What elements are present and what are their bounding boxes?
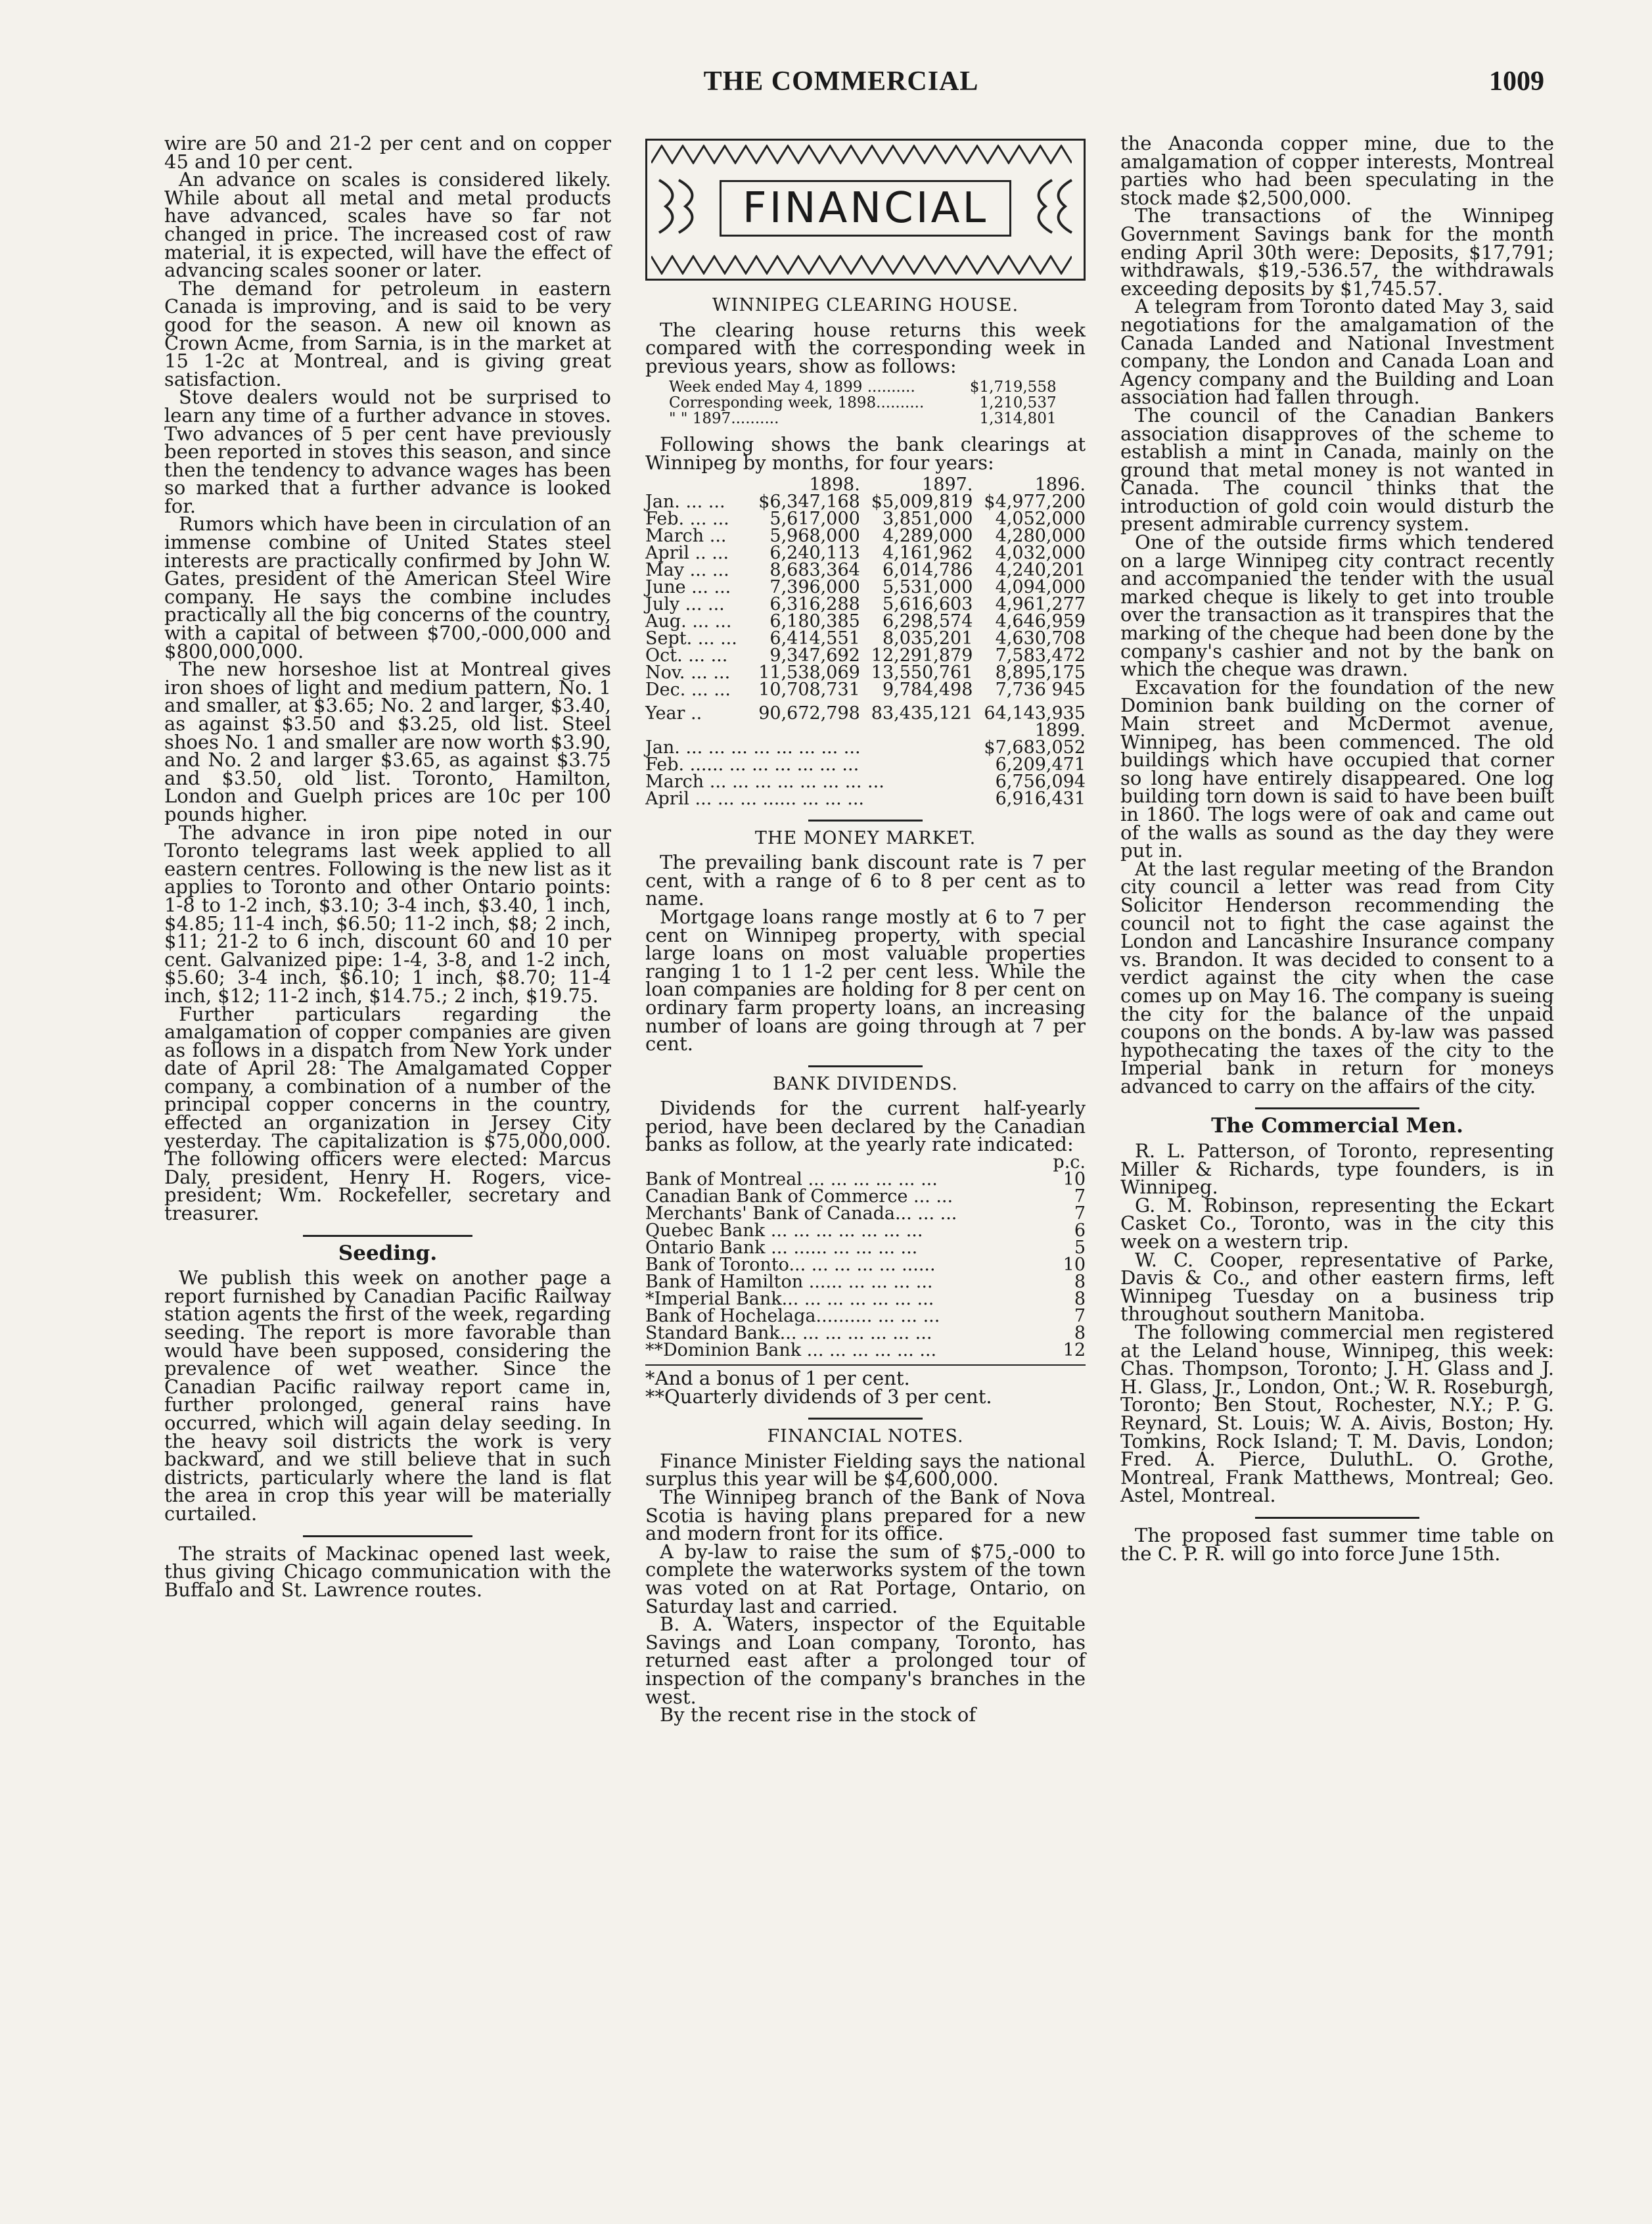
table-cell: $6,347,168	[758, 491, 860, 512]
table-cell: 8	[1074, 1289, 1086, 1310]
table-cell: 6,916,431	[995, 788, 1086, 809]
table-header-row	[645, 476, 1086, 494]
clearings-1899-table	[645, 722, 1086, 808]
table-cell: 4,646,959	[995, 611, 1086, 632]
dividends-table	[645, 1154, 1086, 1359]
table-cell: Bank of Montreal ... ... ... ... ... ...	[645, 1169, 938, 1190]
table-row	[645, 756, 1086, 774]
paragraph: The new horseshoe list at Montreal gives iron shoes of light and medium pattern, No. 1 and smaller, at $3.65; No. 2 and larger, $3.40, as against $3.50 and $3.25, old list. Steel shoes No. 1 and smaller are now worth $3.90, and No. 2 and larger $3.65, as against $3.75 and $3.50, old list. Toronto, Hamilton, London and Guelph prices are 10c per 100 pounds higher.	[164, 658, 611, 825]
table-cell: $5,009,819	[871, 491, 973, 512]
table-cell: 4,161,962	[882, 542, 973, 563]
money-market-heading: THE MONEY MARKET.	[754, 827, 976, 848]
section-divider	[808, 1418, 923, 1420]
seeding-heading: Seeding.	[338, 1241, 438, 1265]
table-cell: Bank of Toronto... ... ... ... ... ......	[645, 1255, 936, 1276]
table-cell: Bank of Hamilton ...... ... ... ... ...	[645, 1272, 933, 1293]
table-total-row	[645, 699, 1086, 722]
table-cell: 6,298,574	[882, 611, 973, 632]
paragraph: We publish this week on another page a report furnished by Canadian Pacific Railway station agents the first of the week, regarding seeding. The report is more favorable than would have been supposed, considering the prevalence of wet weather. Since the Canadian Pacific railway report came in, further prolonged, general rains have occurred, which will again delay seeding. In the heavy soil districts the work is very backward, and we still believe that in such districts, particularly where the land is flat the area in crop this year will be materially curtailed.	[164, 1266, 611, 1525]
table-cell: 7,736 945	[995, 679, 1086, 700]
table-header	[645, 476, 747, 494]
table-header: 1897.	[922, 474, 973, 495]
ornament-left	[653, 174, 712, 239]
page-header	[138, 66, 1544, 112]
paragraph: Dividends for the current half-yearly period, have been declared by the Canadian banks as follow, at the yearly rate indicated:	[645, 1097, 1086, 1156]
paragraph: Mortgage loans range mostly at 6 to 7 per cent on Winnipeg property, with special large loans on most valuable properties ranging 1 to 1 1-2 per cent less. While the loan companies are holding for 8 per cent on ordinary farm property loans, an increasing number of loans are going through at 7 per cent.	[645, 905, 1086, 1055]
column-1	[164, 132, 611, 1601]
paragraph: An advance on scales is considered likely. While about all metal and metal products have advanced, scales have so far not changed in price. The increased cost of raw material, it is expected, will have the effect of advancing scales sooner or later.	[164, 168, 611, 282]
table-cell: Jan. ... ... ... ... ... ... ... ...	[645, 737, 861, 758]
table-cell: May ... ...	[645, 559, 729, 580]
table-cell: 4,961,277	[995, 593, 1086, 614]
paragraph: G. M. Robinson, representing the Eckart Casket Co., Toronto, was in the city this week on a western trip.	[1120, 1193, 1554, 1253]
table-row	[645, 647, 1086, 664]
section-divider	[1255, 1517, 1420, 1519]
page-number: 1009	[1489, 66, 1544, 97]
table-cell: Corresponding week, 1898..........	[669, 394, 925, 412]
table-cell: 10,708,731	[758, 679, 860, 700]
table-cell: 8,683,364	[769, 559, 860, 580]
ornament-border-top	[651, 145, 1072, 164]
table-cell: $1,719,558	[969, 379, 1057, 396]
table-row	[645, 1342, 1086, 1359]
ornament-right	[1019, 174, 1078, 239]
paragraph: The advance in iron pipe noted in our Toronto telegrams last week applied to all eastern centres. Following is the new list as it applies to Toronto and other Ontario points: 1-8 to 1-2 inch, $3.10; 3-4 inch, $3.40, 1 inch, $4.85; 11-4 inch, $6.50; 11-2 inch, $8; 2 inch, $11; 21-2 to 6 inch, discount 60 and 10 per cent. Galvanized pipe: 1-4, 3-8, and 1-2 inch, $5.60; 3-4 inch, $6.10; 1 inch, $8.70; 11-4 inch, $12; 11-2 inch, $14.75.; 2 inch, $19.75.	[164, 821, 611, 1007]
table-cell: 11,538,069	[758, 662, 860, 683]
table-header: 1899.	[1034, 720, 1086, 741]
table-cell: 7,396,000	[769, 576, 860, 597]
table-cell: 4,280,000	[995, 525, 1086, 546]
table-cell: 4,094,000	[995, 576, 1086, 597]
paragraph: A telegram from Toronto dated May 3, said negotiations for the amalgamation of the Canada Landed and National Investment company, the London and Canada Loan and Agency company and the Building and Loan association had fallen through.	[1120, 295, 1554, 409]
table-cell: 7	[1074, 1203, 1086, 1224]
table-cell: 5,531,000	[882, 576, 973, 597]
table-cell: Standard Bank... ... ... ... ... ... ...	[645, 1323, 932, 1344]
table-row	[645, 528, 1086, 545]
paragraph: One of the outside firms which tendered on a large Winnipeg city contract recently and accompanied the tender with the usual marked cheque is likely to get into trouble over the transaction as it transpires that the marking of the cheque had been done by the company's cashier and not by the bank on which the cheque was drawn.	[1120, 531, 1554, 681]
table-cell: 83,435,121	[871, 703, 973, 724]
section-divider	[808, 820, 923, 822]
table-cell: 8	[1074, 1272, 1086, 1293]
paragraph: The following commercial men registered at the Leland house, Winnipeg, this week: Chas. Thompson, Toronto; J. H. Glass and J. H. Glass, Jr., London, Ont.; W. R. Roseburgh, Toronto; Ben Stout, Rochester, N.Y.; P. G. Reynard, St. Louis; W. A. Aivis, Boston; Hy. Tomkins, Rock Island; T. M. Davis, London; Fred. A. Pierce, DuluthL. O. Grothe, Montreal, Frank Matthews, Montreal; Geo. Astel, Montreal.	[1120, 1321, 1554, 1507]
column-2	[645, 135, 1086, 1725]
table-cell: $7,683,052	[984, 737, 1086, 758]
table-cell: 10	[1063, 1169, 1086, 1190]
table-cell: 7	[1074, 1186, 1086, 1207]
paragraph: At the last regular meeting of the Brandon city council a letter was read from City Solicitor Henderson recommending the council not to fight the case against the London and Lancashire Insurance company vs. Brandon. It was decided to consent to a verdict against the city when the case comes up on May 16. The company is sueing the city for the balance of the unpaid coupons on the bonds. A by-law was passed hypothecating the taxes of the city to the Imperial bank in return for moneys advanced to carry on the affairs of the city.	[1120, 857, 1554, 1098]
table-cell: June ... ...	[645, 576, 731, 597]
table-cell: 12	[1063, 1340, 1086, 1361]
table-row	[645, 630, 1086, 647]
table-cell: 6	[1074, 1220, 1086, 1241]
section-divider	[808, 1065, 923, 1067]
table-cell: 7,583,472	[995, 645, 1086, 666]
table-cell: March ...	[645, 525, 727, 546]
monthly-clearings-table	[645, 476, 1086, 722]
table-cell: Quebec Bank ... ... ... ... ... ... ...	[645, 1220, 923, 1241]
section-divider	[1255, 1107, 1420, 1109]
table-header-row	[645, 722, 1086, 739]
table-cell: Year ..	[645, 703, 702, 724]
table-cell: 5,616,603	[882, 593, 973, 614]
table-cell: 8,035,201	[882, 628, 973, 649]
ornament-border-bottom	[651, 255, 1072, 275]
weekly-clearing-table	[669, 379, 1057, 427]
newspaper-title: THE COMMERCIAL	[703, 66, 979, 97]
bank-dividends-heading: BANK DIVIDENDS.	[773, 1073, 958, 1094]
table-header: p.c.	[1053, 1152, 1086, 1173]
table-cell: 6,414,551	[769, 628, 860, 649]
table-cell: Feb. ... ...	[645, 508, 729, 529]
table-cell: 6,756,094	[995, 771, 1086, 792]
table-cell: Jan. ... ...	[645, 491, 725, 512]
table-cell: 6,240,113	[769, 542, 860, 563]
section-divider	[645, 1364, 1086, 1366]
dividend-rows	[645, 1171, 1086, 1359]
table-cell: Aug. ... ...	[645, 611, 732, 632]
table-cell: **Dominion Bank ... ... ... ... ... ...	[645, 1340, 937, 1361]
table-cell: Dec. ... ...	[645, 679, 731, 700]
table-cell: March ... ... ... ... ... ... ... ...	[645, 771, 884, 792]
table-cell: Nov. ... ...	[645, 662, 731, 683]
paragraph: Rumors which have been in circulation of an immense combine of United States steel interests are practically confirmed by John W. Gates, president of the American Steel Wire company. He says the combine includes practically all the big concerns of the country, with a capital of between $700,-000,000 and $800,000,000.	[164, 513, 611, 662]
table-cell: 1,210,537	[979, 394, 1057, 412]
footnote: **Quarterly dividends of 3 per cent.	[645, 1385, 992, 1408]
table-cell: $4,977,200	[984, 491, 1086, 512]
table-row	[645, 545, 1086, 562]
table-cell: 4,289,000	[882, 525, 973, 546]
paragraph: Excavation for the foundation of the new Dominion bank building on the corner of Main street and McDermot avenue, Winnipeg, has been commenced. The old buildings which have occupied that corner so long have entirely disappeared. One log building torn down is said to have been built in 1860. The logs were of oak and came out of the walls as sound as the day they were put in.	[1120, 676, 1554, 862]
table-cell: 8	[1074, 1323, 1086, 1344]
table-cell: Oct. ... ...	[645, 645, 728, 666]
table-header: 1896.	[1034, 474, 1086, 495]
table-cell: 9,347,692	[769, 645, 860, 666]
paragraph: The council of the Canadian Bankers association disapproves of the scheme to establish a mint in Canada, mainly on the ground that metal money is not wanted in Canada. The council thinks that the introduction of gold coin would disturb the present admirable currency system.	[1120, 404, 1554, 536]
table-row	[645, 682, 1086, 699]
table-cell: 7	[1074, 1306, 1086, 1327]
table-cell: 90,672,798	[758, 703, 860, 724]
paragraph: Stove dealers would not be surprised to learn any time of a further advance in stoves. Two advances of 5 per cent have previously been reported in stoves this season, and since then the tendency to advance wages has been so marked that a further advance is looked for.	[164, 386, 611, 517]
financial-notes-heading: FINANCIAL NOTES.	[767, 1426, 964, 1447]
paragraph: The transactions of the Winnipeg Government Savings bank for the month ending April 30th were: Deposits, $17,791; withdrawals, $19,-536.57, the withdrawals exceeding deposits by $1,745.57.	[1120, 204, 1554, 300]
table-row	[645, 596, 1086, 613]
table-cell: 12,291,879	[871, 645, 973, 666]
table-cell: July ... ...	[645, 593, 725, 614]
table-row	[645, 791, 1086, 808]
table-cell: 4,052,000	[995, 508, 1086, 529]
commercial-men-heading: The Commercial Men.	[1211, 1114, 1463, 1138]
paragraph: The proposed fast summer time table on the C. P. R. will go into force June 15th.	[1120, 1523, 1554, 1565]
table-cell: 8,895,175	[995, 662, 1086, 683]
table-row	[645, 562, 1086, 579]
table-cell: *Imperial Bank... ... ... ... ... ... ...	[645, 1289, 934, 1310]
table-row	[645, 511, 1086, 528]
paragraph: W. C. Cooper, representative of Parke, Davis & Co., and other eastern firms, left Winnipeg Tuesday on a business trip throughout southern Manitoba.	[1120, 1248, 1554, 1326]
paragraph: B. A. Waters, inspector of the Equitable Savings and Loan company, Toronto, has returned east after a prolonged tour of inspection of the company's branches in the west.	[645, 1613, 1086, 1708]
table-row	[645, 494, 1086, 511]
table-cell: April ... ... ... ...... ... ... ...	[645, 788, 865, 809]
table-row	[645, 613, 1086, 630]
clearing-house-heading: WINNIPEG CLEARING HOUSE.	[712, 295, 1019, 315]
paragraph: Following shows the bank clearings at Winnipeg by months, for four years:	[645, 433, 1086, 474]
table-cell: 64,143,935	[984, 703, 1086, 724]
paragraph: The straits of Mackinac opened last week, thus giving Chicago communication with the Buffalo and St. Lawrence routes.	[164, 1542, 611, 1601]
table-cell: 4,240,201	[995, 559, 1086, 580]
table-cell: April .. ...	[645, 542, 729, 563]
table-cell: 3,851,000	[882, 508, 973, 529]
paragraph: R. L. Patterson, of Toronto, representing Miller & Richards, type founders, is in Winnipeg.	[1120, 1140, 1554, 1199]
table-cell: 6,209,471	[995, 754, 1086, 775]
paragraph: The clearing house returns this week compared with the corresponding week in previous years, show as follows:	[645, 318, 1086, 377]
table-cell: Bank of Hochelaga.......... ... ... ...	[645, 1306, 940, 1327]
table-row	[669, 411, 1057, 427]
paragraph: wire are 50 and 21-2 per cent and on copper 45 and 10 per cent.	[164, 132, 611, 173]
paragraph: The Winnipeg branch of the Bank of Nova Scotia is having plans prepared for a new and modern front for its office.	[645, 1486, 1086, 1545]
table-cell: 13,550,761	[871, 662, 973, 683]
table-cell: 4,630,708	[995, 628, 1086, 649]
table-row	[645, 739, 1086, 756]
paragraph: Further particulars regarding the amalgamation of copper companies are given as follows in a dispatch from New York under date of April 28: The Amalgamated Copper company, a combination of a number of the principal copper concerns in the country, effected an organization in Jersey City yesterday. The capitalization is $75,000,000. The following officers were elected: Marcus Daly, president, Henry H. Rogers, vice-president; Wm. Rockefeller, secretary and treasurer.	[164, 1002, 611, 1225]
footnote: *And a bonus of 1 per cent.	[645, 1367, 910, 1390]
table-cell: Canadian Bank of Commerce ... ...	[645, 1186, 953, 1207]
financial-banner	[645, 139, 1086, 281]
table-cell: 5	[1074, 1238, 1086, 1259]
table-cell: Feb. ...... ... ... ... ... ... ...	[645, 754, 860, 775]
section-divider	[303, 1535, 472, 1537]
table-cell: Merchants' Bank of Canada... ... ...	[645, 1203, 957, 1224]
table-cell: Ontario Bank ... ...... ... ... ... ...	[645, 1238, 918, 1259]
table-row	[645, 774, 1086, 791]
column-3	[1120, 132, 1554, 1565]
section-divider	[303, 1235, 472, 1237]
paragraph: the Anaconda copper mine, due to the amalgamation of copper interests, Montreal parties who had been speculating in the stock made $2,500,000.	[1120, 132, 1554, 209]
table-row	[669, 395, 1057, 411]
paragraph: A by-law to raise the sum of $75,-000 to complete the waterworks system of the town was voted on at Rat Portage, Ontario, on Saturday last and carried.	[645, 1540, 1086, 1617]
paragraph: The prevailing bank discount rate is 7 per cent, with a range of 6 to 8 per cent as to name.	[645, 851, 1086, 910]
table-cell: 10	[1063, 1255, 1086, 1276]
monthly-rows	[645, 491, 1086, 700]
paragraph: The demand for petroleum in eastern Canada is improving, and is said to be very good for the season. A new oil known as Crown Acme, from Sarnia, is in the market at 15 1-2c at Montreal, and is giving great satisfaction.	[164, 277, 611, 390]
table-cell: 6,316,288	[769, 593, 860, 614]
table-cell: 6,014,786	[882, 559, 973, 580]
table-cell: 5,968,000	[769, 525, 860, 546]
table-cell: 9,784,498	[882, 679, 973, 700]
table-cell: 5,617,000	[769, 508, 860, 529]
table-cell: " " 1897..........	[669, 410, 779, 428]
clearings-1899-rows	[645, 739, 1086, 808]
table-cell: 1,314,801	[979, 410, 1057, 428]
financial-title: FINANCIAL	[720, 180, 1011, 237]
table-cell: Week ended May 4, 1899 ..........	[669, 379, 915, 396]
table-row	[645, 579, 1086, 596]
table-cell: 4,032,000	[995, 542, 1086, 563]
paragraph: Finance Minister Fielding says the national surplus this year will be $4,600,000.	[645, 1449, 1086, 1491]
table-row	[669, 379, 1057, 395]
table-header: 1898.	[809, 474, 860, 495]
table-row	[645, 664, 1086, 682]
table-cell: Sept. ... ...	[645, 628, 737, 649]
paragraph: By the recent rise in the stock of	[660, 1703, 976, 1726]
table-cell: 6,180,385	[769, 611, 860, 632]
